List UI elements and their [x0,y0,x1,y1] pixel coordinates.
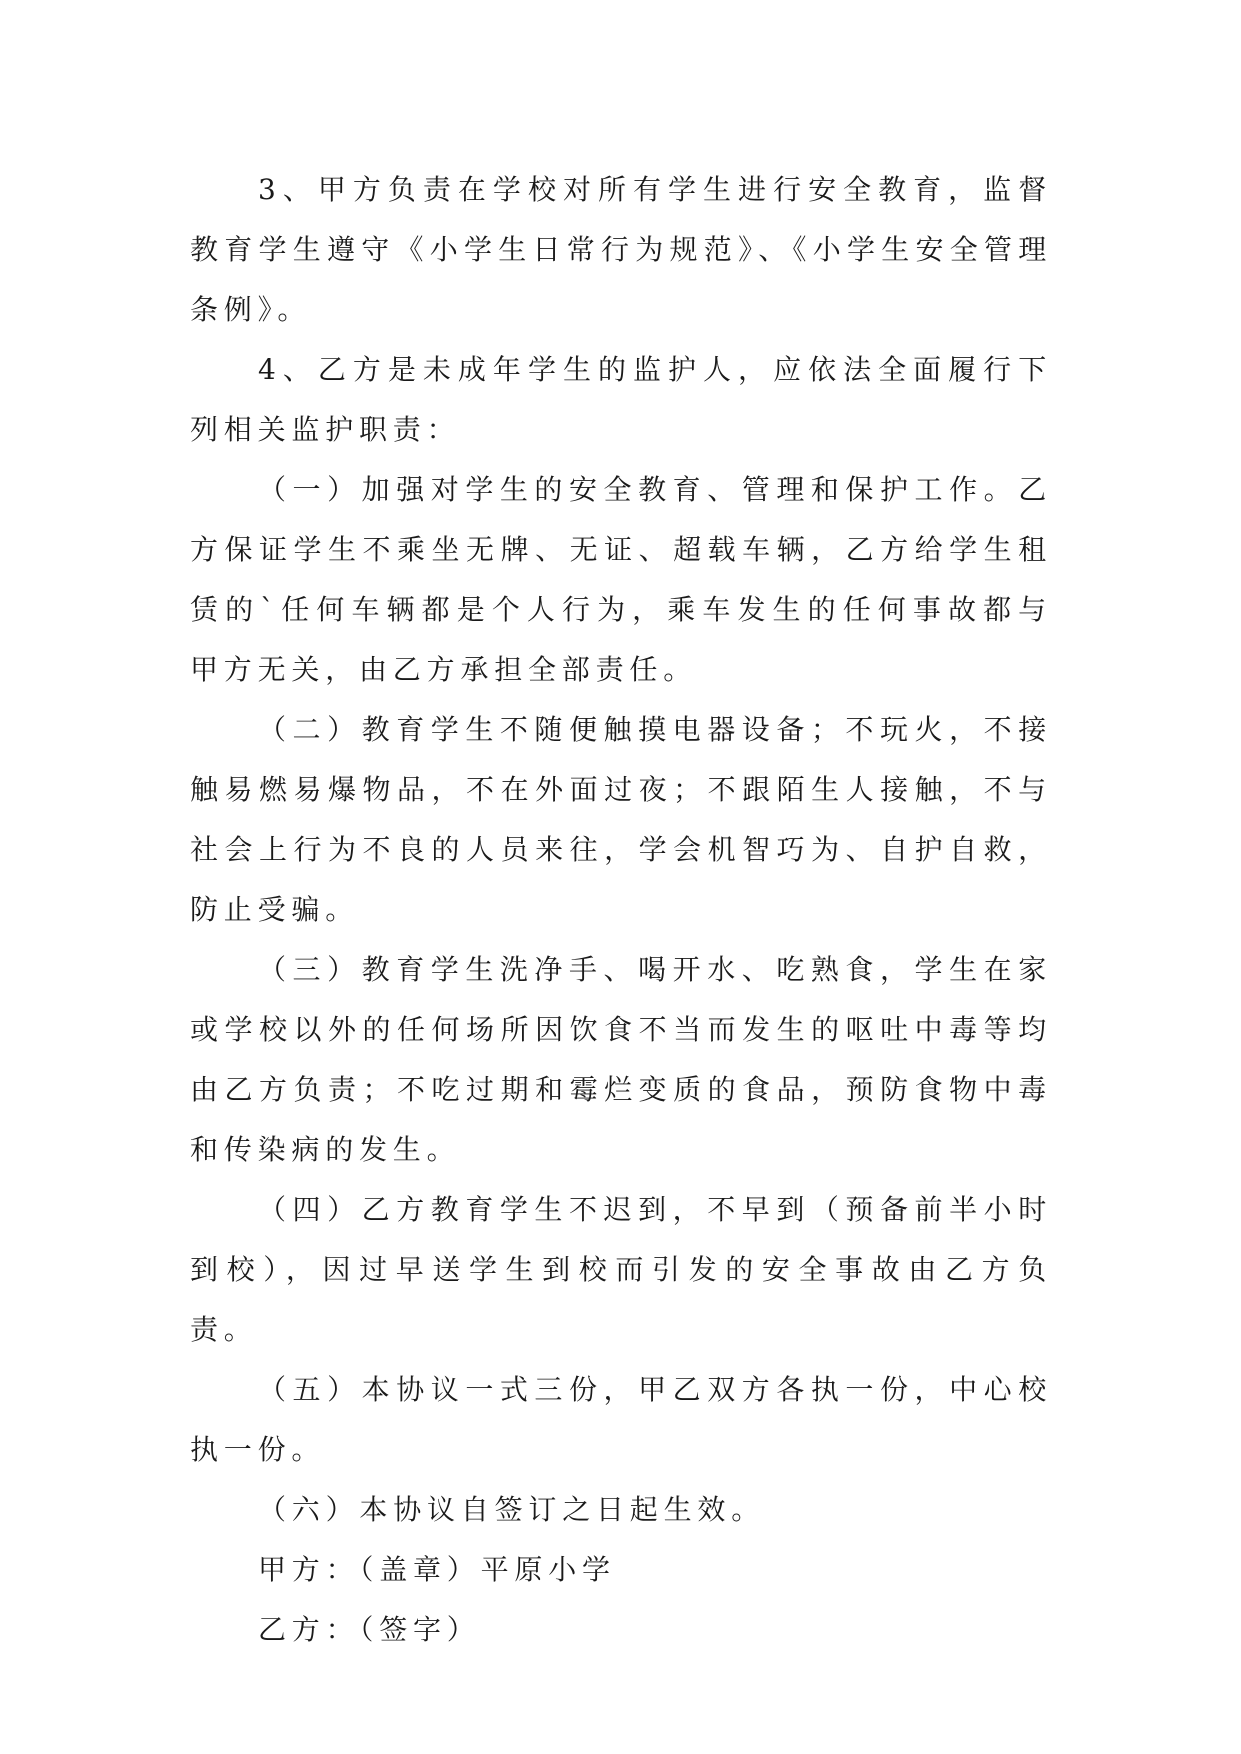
party-b-signature: 乙方：（签字） [258,1613,481,1646]
clause-4: 4、乙方是未成年学生的监护人，应依法全面履行下列相关监护职责： [190,353,1052,446]
clause-4-item-5: （五）本协议一式三份，甲乙双方各执一份，中心校执一份。 [190,1373,1052,1466]
clause-3: 3、甲方负责在学校对所有学生进行安全教育，监督教育学生遵守《小学生日常行为规范》、《小学生安全管理条例》。 [190,173,1052,326]
clause-4-item-1: （一）加强对学生的安全教育、管理和保护工作。乙方保证学生不乘坐无牌、无证、超载车辆，乙方给学生租赁的`任何车辆都是个人行为，乘车发生的任何事故都与甲方无关，由乙方承担全部责任。 [190,473,1052,686]
party-a-signature: 甲方：（盖章）平原小学 [258,1553,616,1586]
clause-4-item-2: （二）教育学生不随便触摸电器设备；不玩火，不接触易燃易爆物品，不在外面过夜；不跟陌生人接触，不与社会上行为不良的人员来往，学会机智巧为、自护自救，防止受骗。 [190,713,1052,926]
clause-4-item-3: （三）教育学生洗净手、喝开水、吃熟食，学生在家或学校以外的任何场所因饮食不当而发生的呕吐中毒等均由乙方负责；不吃过期和霉烂变质的食品，预防食物中毒和传染病的发生。 [190,953,1052,1166]
clause-4-item-4: （四）乙方教育学生不迟到，不早到（预备前半小时到校），因过早送学生到校而引发的安全事故由乙方负责。 [190,1193,1052,1346]
document-body [190,160,1052,1660]
clause-4-item-6: （六）本协议自签订之日起生效。 [258,1493,766,1526]
